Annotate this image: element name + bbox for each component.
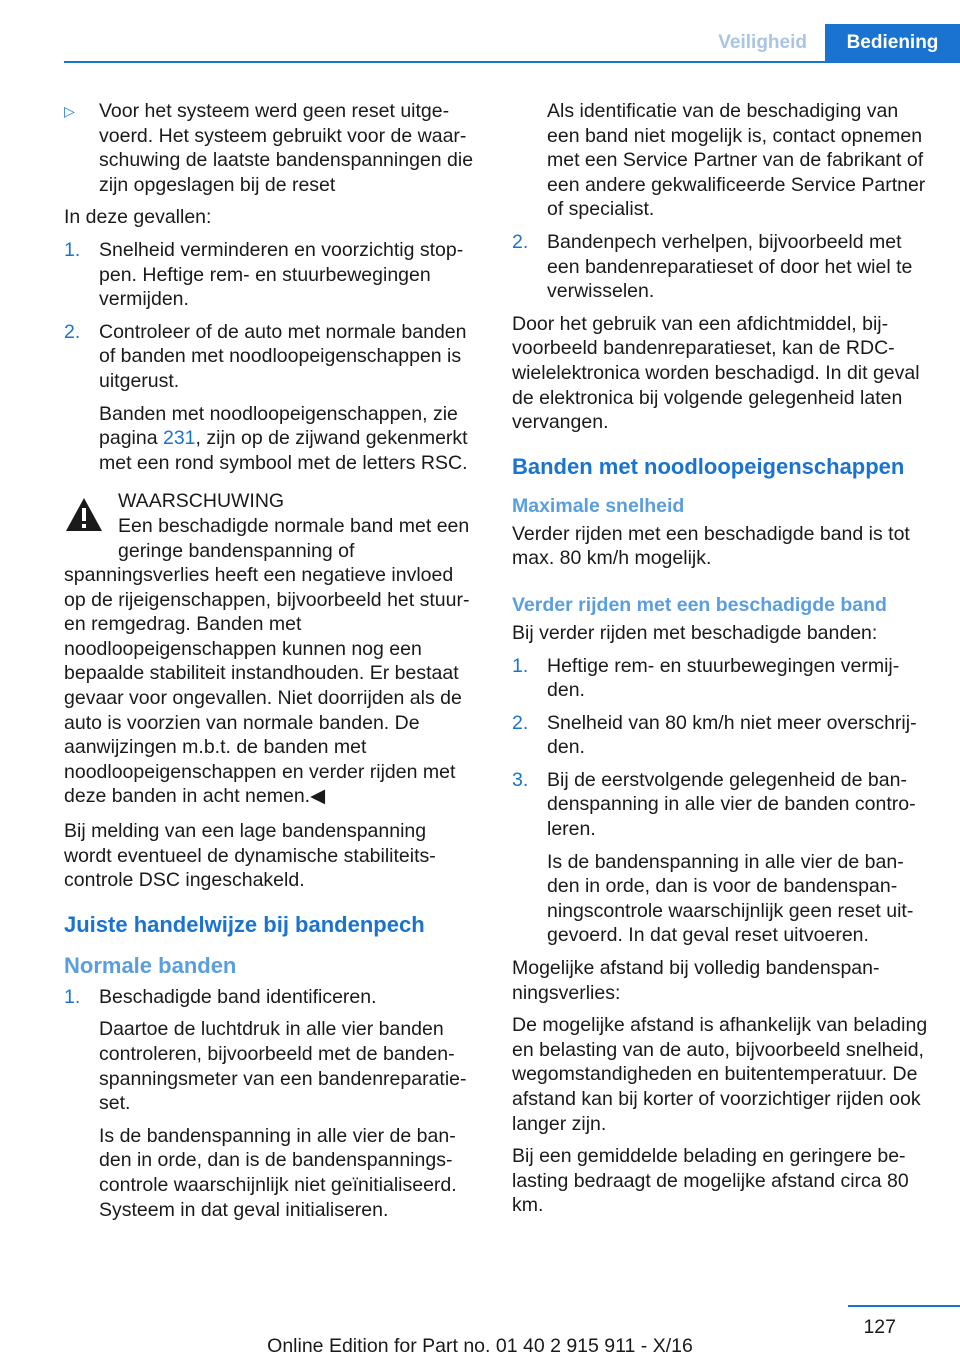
list-item-text: Bandenpech verhelpen, bijvoorbeeld met een bandenreparatieset of door het wiel te verwisselen. [547,230,913,303]
list-item [512,711,928,760]
range-paragraph-2: Bij een gemiddelde belading en geringere belasting bedraagt de mogelijke afstand circa 80 km. [512,1145,909,1217]
warning-title: WAARSCHUWING [118,490,285,513]
heading-maximale-snelheid: Maximale snelheid [512,494,685,517]
list-item [512,230,928,304]
heading-bandenpech: Juiste handelwijze bij bandenpech [64,911,425,937]
range-paragraph: De mogelijke afstand is afhankelijk van belading en belasting van de auto, bijvoorbeeld snelheid, wegomstandigheden en buitentemperatuur. De afstand kan bij korter of voorzichtiger rijden ook langer zijn. [512,1014,928,1135]
page-link-231[interactable]: 231 [162,427,196,450]
header-rule [64,61,960,63]
list-item-text: Is de bandenspanning in alle vier de banden in orde, dan is voor de bandenspanningscontrole waarschijnlijk geen reset uitgevoerd. In dat geval reset uitvoeren. [547,850,914,947]
list-item-text: Heftige rem- en stuurbewegingen vermijden. [547,654,900,702]
tab-veiligheid[interactable]: Veiligheid [718,32,807,53]
list-number: 1. [512,654,529,677]
list-number: 1. [64,985,81,1008]
header-tabs [700,24,960,62]
warning-triangle-icon [64,495,104,535]
triangle-bullet-icon: ▷ [64,103,75,119]
tab-bediening[interactable]: Bediening [825,24,960,62]
list-number: 2. [512,230,529,253]
range-label: Mogelijke afstand bij volledig bandenspanningsverlies: [512,957,880,1004]
bullet-item [64,99,476,197]
heading-noodloop: Banden met noodloopeigenschappen [512,453,905,479]
list-item-text: Daartoe de luchtdruk in alle vier banden controleren, bijvoorbeeld met de bandenspanningsmeter van een bandenreparatieset. [99,1018,467,1115]
in-these-cases: In deze gevallen: [64,206,212,229]
continue-intro: Bij verder rijden met beschadigde banden: [512,621,878,644]
heading-verder-rijden: Verder rijden met een beschadigde band [512,593,887,616]
list-item [512,654,928,703]
list-number: 1. [64,238,81,261]
bullet-text: Voor het systeem werd geen reset uitgevoerd. Het systeem gebruikt voor de waarschuwing de laatste bandenspanningen die zijn opgeslagen bij de reset [99,100,474,196]
list-number: 2. [512,711,529,734]
list-item [64,985,476,1222]
left-column [64,99,476,1230]
footer-rule [848,1305,960,1307]
list-item-continued [512,99,928,222]
list-item-text: Als identificatie van de beschadiging van een band niet mogelijk is, contact opnemen met een Service Partner van de fabrikant of een andere gekwalificeerde Service Partner of specialist. [547,100,926,221]
sealant-paragraph: Door het gebruik van een afdichtmiddel, bijvoorbeeld bandenreparatieset, kan de RDC-wielelektronica worden beschadigd. In dit geval de elektronica bij volgende gelegenheid laten vervangen. [512,312,920,434]
list-item [64,320,476,476]
list-item-text: Bij de eerstvolgende gelegenheid de bandenspanning in alle vier de banden controleren. [547,768,916,841]
list-item [512,768,928,948]
right-column [512,99,928,1226]
warning-box [64,489,476,809]
list-item-text: Snelheid van 80 km/h niet meer overschrijden. [547,711,917,759]
list-item-text: Snelheid verminderen en voorzichtig stoppen. Heftige rem- en stuurbewegingen vermijden. [99,238,464,311]
page-number: 127 [863,1316,896,1338]
edition-footer: Online Edition for Part no. 01 40 2 915 911 - X/16 [267,1335,693,1357]
heading-normale-banden: Normale banden [64,952,237,978]
list-item-text: Is de bandenspanning in alle vier de banden in orde, dan is de bandenspanningscontrole waarschijnlijk niet geïnitialiseerd. Systeem in dat geval initialiseren. [99,1124,457,1221]
rsc-note-text: Banden met noodloopeigenschappen, zie pagina [99,402,458,450]
list-item-text: Beschadigde band identificeren. [99,985,377,1008]
rsc-note [99,402,476,476]
list-number: 2. [64,320,81,343]
warning-text: Een beschadigde normale band met een geringe bandenspanning of spanningsverlies heeft een negatieve invloed op de rijeigenschappen, bijvoorbeeld het stuur- en remgedrag. Banden met noodloopeigenschappen kunnen nog een bepaalde stabiliteit instandhouden. Er bestaat gevaar voor ongevallen. Niet doorrijden als de auto is voorzien van normale banden. De aanwijzingen m.b.t. de banden met noodloopeigenschappen en verder rijden met deze banden in acht nemen.◀ [64,514,470,808]
rsc-note-text-end: , zijn op de zijwand gekenmerkt met een rond symbool met de letters RSC. [99,427,468,474]
list-item-text: Controleer of de auto met normale banden of banden met noodloopeigenschappen is uitgerust. [99,320,467,392]
dsc-paragraph: Bij melding van een lage bandenspanning wordt eventueel de dynamische stabiliteitscontrole DSC ingeschakeld. [64,820,436,892]
list-number: 3. [512,768,529,791]
maxspeed-paragraph: Verder rijden met een beschadigde band is tot max. 80 km/h mogelijk. [512,522,910,570]
list-item [64,238,476,312]
